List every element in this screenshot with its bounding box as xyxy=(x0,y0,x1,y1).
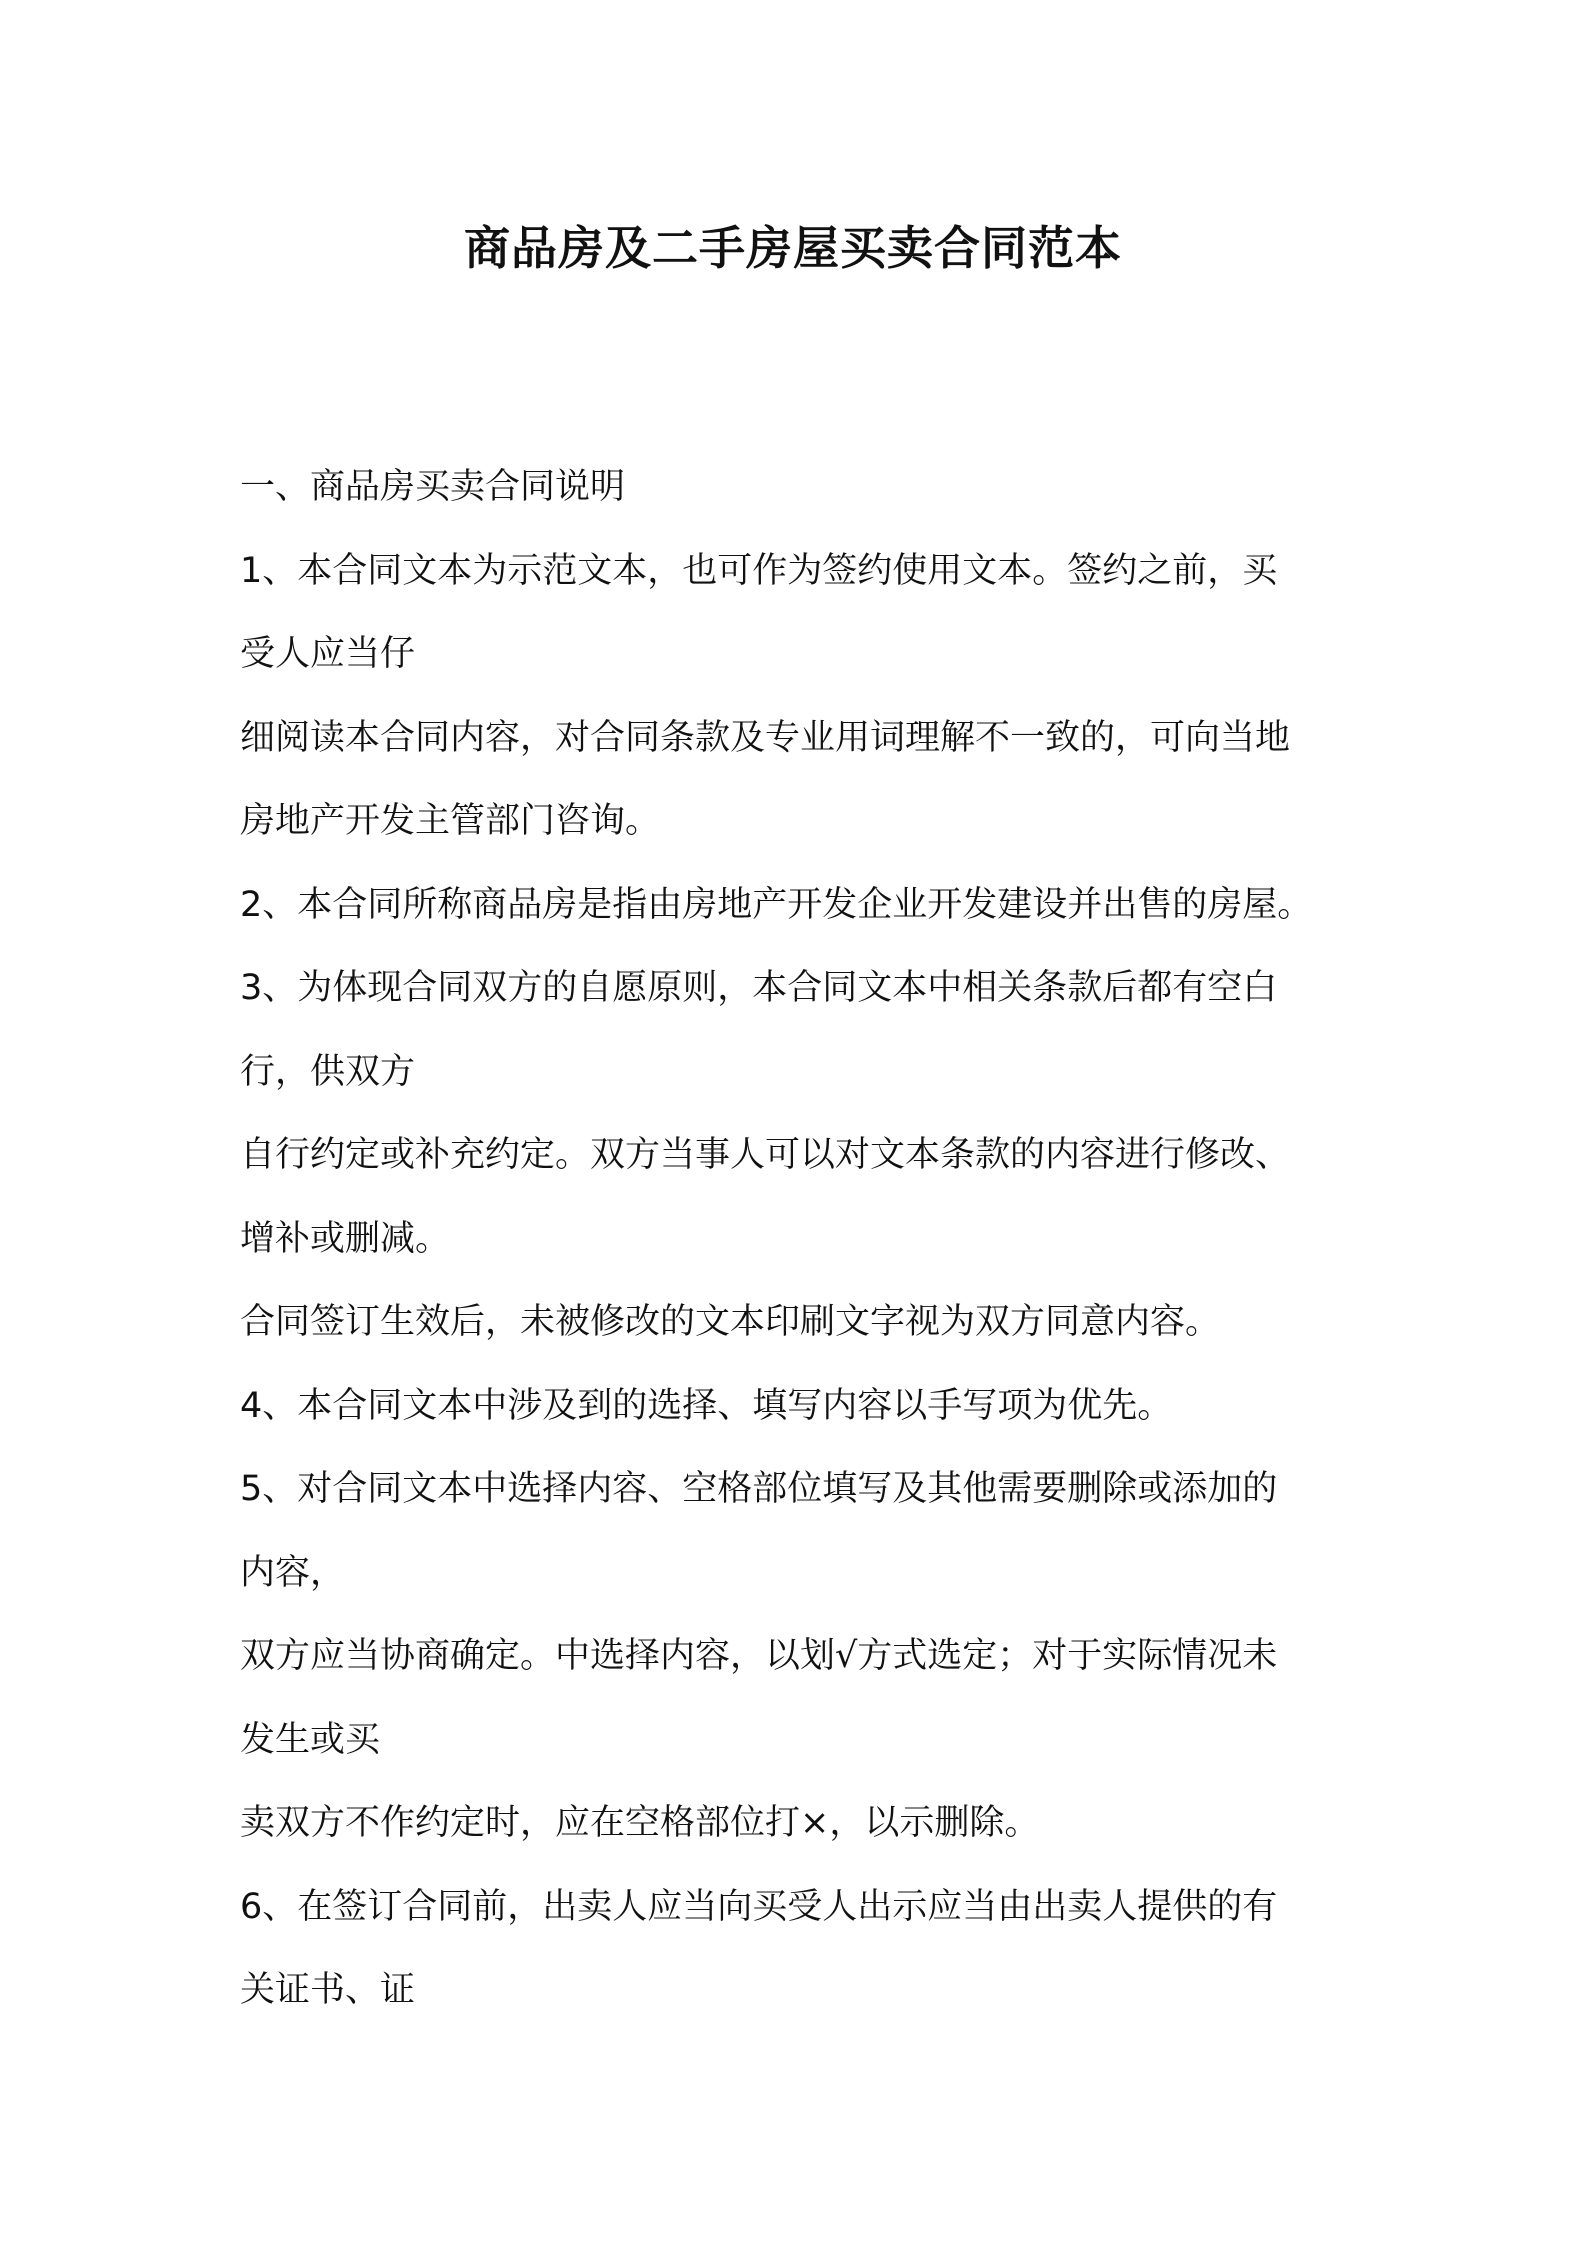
text-line: 关证书、证 xyxy=(240,1970,416,2010)
text-line: 增补或删减。 xyxy=(240,1218,451,1259)
text-line: 双方应当协商确定。中选择内容，以划√方式选定；对于实际情况未 xyxy=(240,1636,1278,1676)
text-line: 行，供双方 xyxy=(240,1051,416,1092)
text-line: 2、本合同所称商品房是指由房地产开发企业开发建设并出售的房屋。 xyxy=(240,884,1313,925)
text-line: 受人应当仔 xyxy=(240,634,416,674)
text-line: 内容， xyxy=(240,1552,346,1593)
text-line: 细阅读本合同内容，对合同条款及专业用词理解不一致的，可向当地 xyxy=(240,717,1291,758)
text-line: 5、对合同文本中选择内容、空格部位填写及其他需要删除或添加的 xyxy=(240,1469,1278,1509)
text-line: 房地产开发主管部门咨询。 xyxy=(240,801,661,841)
document-body xyxy=(240,446,1380,2033)
document-title: 商品房及二手房屋买卖合同范本 xyxy=(464,221,1122,275)
text-line: 合同签订生效后，未被修改的文本印刷文字视为双方同意内容。 xyxy=(240,1302,1221,1342)
text-line: 1、本合同文本为示范文本，也可作为签约使用文本。签约之前，买 xyxy=(240,550,1278,591)
text-line: 自行约定或补充约定。双方当事人可以对文本条款的内容进行修改、 xyxy=(240,1135,1291,1175)
text-line: 6、在签订合同前，出卖人应当向买受人出示应当由出卖人提供的有 xyxy=(240,1886,1278,1927)
text-line: 3、为体现合同双方的自愿原则，本合同文本中相关条款后都有空白 xyxy=(240,968,1278,1008)
text-line: 卖双方不作约定时，应在空格部位打×，以示删除。 xyxy=(240,1803,1040,1843)
text-line: 发生或买 xyxy=(240,1719,381,1760)
text-line: 4、本合同文本中涉及到的选择、填写内容以手写项为优先。 xyxy=(240,1385,1173,1426)
section-heading: 一、商品房买卖合同说明 xyxy=(240,467,626,507)
